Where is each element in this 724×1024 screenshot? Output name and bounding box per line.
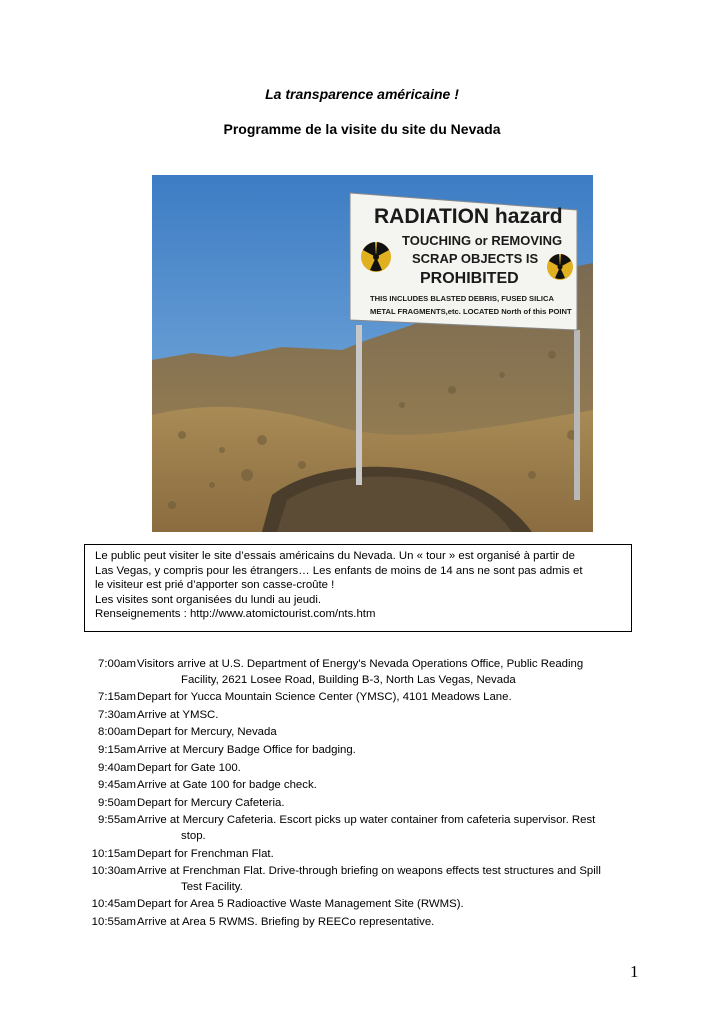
- schedule-description-text: Visitors arrive at U.S. Department of Energy's Nevada Operations Office, Public Reading: [137, 658, 584, 670]
- schedule-description-text: Arrive at Mercury Badge Office for badging.: [137, 743, 356, 756]
- schedule-time: 10:30am: [91, 865, 136, 878]
- info-box: [84, 544, 632, 632]
- schedule-row: [84, 897, 644, 913]
- schedule-time: 7:15am: [98, 691, 136, 704]
- sign-text-line1: RADIATION hazard: [374, 205, 563, 228]
- schedule-row: [84, 725, 644, 741]
- sign-text-line2: TOUCHING or REMOVING: [402, 233, 563, 248]
- schedule-time: 9:40am: [98, 761, 136, 774]
- schedule-description: [136, 708, 644, 724]
- schedule-description-text: Depart for Frenchman Flat.: [137, 847, 274, 860]
- schedule-row: [84, 708, 644, 724]
- schedule-description-continued: Facility, 2621 Losee Road, Building B-3, North Las Vegas, Nevada: [181, 673, 516, 686]
- schedule-time: 10:55am: [91, 915, 136, 928]
- schedule-time: 9:15am: [98, 743, 136, 756]
- schedule-description: [136, 761, 644, 777]
- schedule-time: 10:15am: [91, 847, 136, 860]
- info-line: Las Vegas, y compris pour les étrangers… Les enfants de moins de 14 ans ne sont pas admis et: [95, 564, 583, 577]
- info-line: Renseignements : http://www.atomictourist.com/nts.htm: [95, 608, 376, 620]
- italic-title: La transparence américaine !: [265, 86, 459, 102]
- schedule-row: [84, 761, 644, 777]
- schedule-description: [136, 796, 644, 812]
- schedule-row: [84, 796, 644, 812]
- schedule-row: [84, 657, 644, 688]
- schedule-row: [84, 813, 644, 844]
- schedule-description: [136, 778, 644, 794]
- schedule-time: 9:55am: [98, 814, 136, 827]
- schedule-description: [136, 657, 644, 688]
- schedule-row: [84, 778, 644, 794]
- sign-text-line3: SCRAP OBJECTS IS: [412, 251, 539, 266]
- schedule-time: 7:00am: [98, 658, 136, 670]
- schedule-description-continued: stop.: [181, 829, 206, 842]
- sign-text-line6: METAL FRAGMENTS,etc. LOCATED North of this POINT: [370, 307, 572, 316]
- schedule-description-text: Depart for Mercury, Nevada: [137, 726, 277, 739]
- schedule-description-text: Depart for Area 5 Radioactive Waste Management Site (RWMS).: [137, 898, 464, 911]
- radiation-trefoil-icon: [547, 254, 573, 280]
- schedule-row: [84, 690, 644, 706]
- page-title: Programme de la visite du site du Nevada: [223, 121, 501, 137]
- schedule-description-text: Arrive at YMSC.: [137, 708, 219, 721]
- info-line: Les visites sont organisées du lundi au jeudi.: [95, 593, 322, 606]
- schedule-description: [136, 847, 644, 863]
- schedule-description: [136, 813, 644, 844]
- info-line: le visiteur est prié d’apporter son casse-croûte !: [95, 579, 335, 591]
- schedule-row: [84, 915, 644, 931]
- schedule-time: 7:30am: [98, 708, 136, 721]
- schedule-description-text: Arrive at Frenchman Flat. Drive-through briefing on weapons effects test structures and Spill: [137, 865, 601, 878]
- schedule-time: 8:00am: [98, 726, 136, 739]
- sign-text-line5: THIS INCLUDES BLASTED DEBRIS, FUSED SILICA: [370, 294, 554, 303]
- schedule-time: 10:45am: [91, 898, 136, 911]
- schedule-description-text: Depart for Gate 100.: [137, 761, 241, 774]
- radiation-trefoil-icon: [361, 242, 391, 272]
- schedule-description: [136, 690, 644, 706]
- schedule-row: [84, 847, 644, 863]
- schedule-time: 9:45am: [98, 779, 136, 792]
- schedule-row: [84, 743, 644, 759]
- schedule-description: [136, 897, 644, 913]
- info-line: Le public peut visiter le site d’essais américains du Nevada. Un « tour » est organisé à partir de: [95, 550, 575, 562]
- schedule-description-text: Arrive at Gate 100 for badge check.: [137, 779, 317, 792]
- schedule-description-text: Depart for Mercury Cafeteria.: [137, 796, 285, 809]
- schedule-description-text: Arrive at Mercury Cafeteria. Escort picks up water container from cafeteria supervisor. Rest: [137, 814, 596, 827]
- schedule-description: [136, 864, 644, 895]
- schedule-description-continued: Test Facility.: [181, 880, 243, 893]
- schedule-description-text: Arrive at Area 5 RWMS. Briefing by REECo representative.: [137, 915, 435, 928]
- schedule-description-text: Depart for Yucca Mountain Science Center (YMSC), 4101 Meadows Lane.: [137, 691, 512, 704]
- schedule-row: [84, 864, 644, 895]
- visit-schedule: [84, 657, 644, 933]
- schedule-time: 9:50am: [98, 796, 136, 809]
- schedule-description: [136, 743, 644, 759]
- schedule-description: [136, 725, 644, 741]
- page-number: 1: [630, 962, 639, 981]
- sign-text-line4: PROHIBITED: [420, 270, 519, 287]
- radiation-sign-photo: [152, 175, 593, 532]
- schedule-description: [136, 915, 644, 931]
